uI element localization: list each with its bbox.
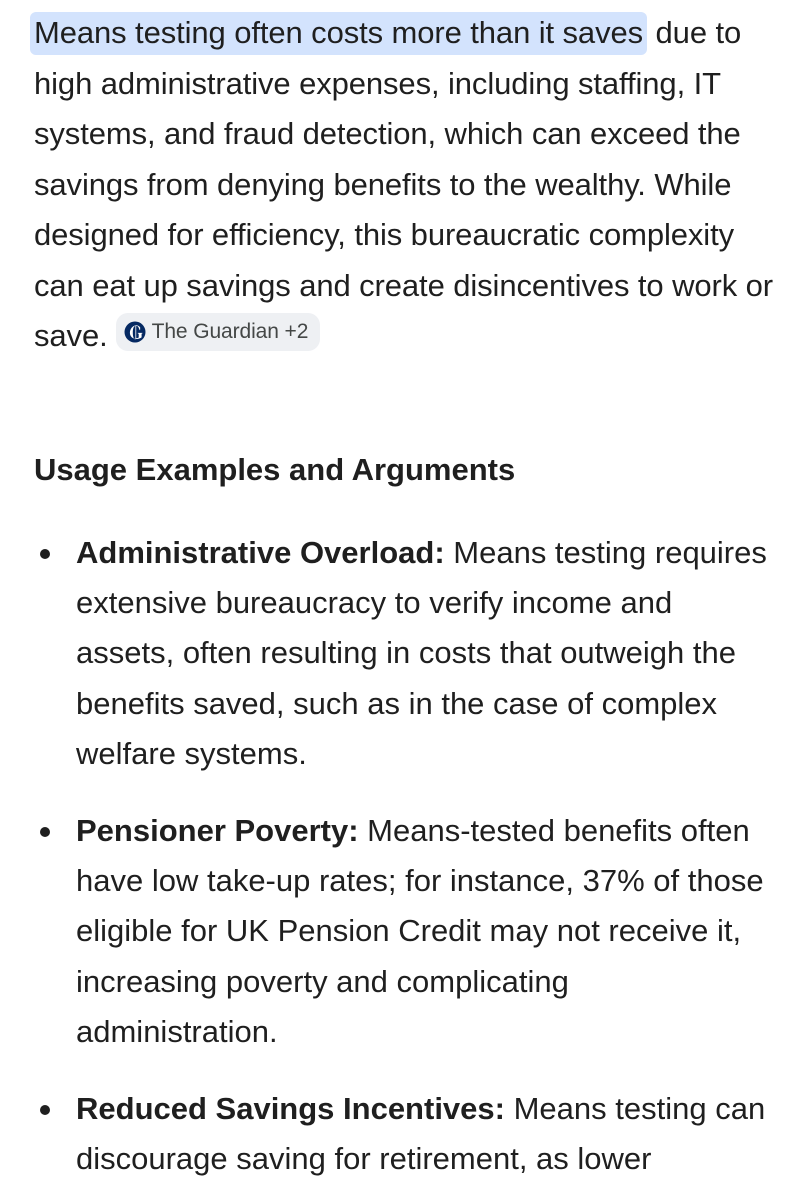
list-item-title: Reduced Savings Incentives: <box>76 1091 505 1127</box>
bullet-icon <box>40 549 50 559</box>
guardian-logo-icon <box>124 321 146 343</box>
list-item-text: Means testing requires extensive bureaucracy to verify income and assets, often resulting in costs that outweigh the benefits saved, such as in the case of complex welfare systems. <box>76 535 767 771</box>
list-item-title: Pensioner Poverty: <box>76 813 359 849</box>
list-item-title: Administrative Overload: <box>76 535 445 570</box>
source-chip-label: The Guardian +2 <box>151 320 309 343</box>
intro-body-text: due to high administrative expenses, including staffing, IT systems, and fraud detection, which can exceed the savings from denying benefits to the wealthy. While designed for efficiency, this bureaucratic complexity can eat up savings and create disincentives to work or save. <box>34 15 774 353</box>
list-item-text: Means-tested benefits often have low take-up rates; for instance, 37% of those eligible for UK Pension Credit may not receive it, increasing poverty and complicating administration. <box>76 813 764 1049</box>
section-heading: Usage Examples and Arguments <box>34 452 516 487</box>
list-item-text: Means testing can discourage saving for retirement, as lower <box>76 1091 766 1177</box>
bullet-icon <box>40 1105 50 1115</box>
source-chip[interactable] <box>116 313 321 351</box>
intro-paragraph <box>34 8 774 362</box>
list-item <box>0 806 805 1057</box>
arguments-list <box>0 528 805 1200</box>
list-item <box>0 528 805 779</box>
list-item <box>0 1084 805 1184</box>
bullet-icon <box>40 827 50 837</box>
highlighted-claim[interactable]: Means testing often costs more than it saves <box>30 12 647 55</box>
